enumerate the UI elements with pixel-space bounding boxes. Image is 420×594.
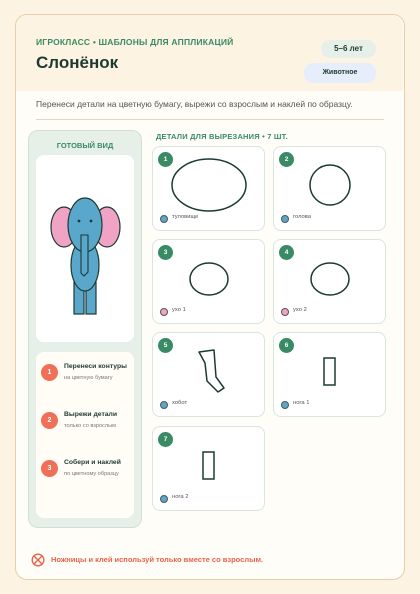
part-number: 2 xyxy=(279,152,294,167)
color-dot xyxy=(160,495,168,503)
preview-eye-left xyxy=(78,220,81,223)
step-2 xyxy=(41,406,133,436)
finished-view-panel xyxy=(28,130,142,528)
part-shape-leg-2 xyxy=(153,427,266,512)
steps-list xyxy=(36,352,134,518)
template-sheet xyxy=(15,14,405,580)
color-dot xyxy=(281,401,289,409)
part-number: 1 xyxy=(158,152,173,167)
step-1 xyxy=(41,358,133,388)
color-dot xyxy=(281,308,289,316)
part-label: нога 1 xyxy=(293,400,310,406)
elephant-illustration xyxy=(36,155,134,342)
step-number: 3 xyxy=(41,460,58,477)
part-label: ухо 2 xyxy=(293,307,307,313)
step-3 xyxy=(41,454,133,484)
part-number: 7 xyxy=(158,432,173,447)
no-sign-icon xyxy=(31,553,45,567)
step-number: 2 xyxy=(41,412,58,429)
part-label: хобот xyxy=(172,400,188,406)
step-number: 1 xyxy=(41,364,58,381)
part-card-6 xyxy=(273,332,386,417)
part-card-1 xyxy=(152,146,265,231)
preview-eye-right xyxy=(90,220,93,223)
part-card-2 xyxy=(273,146,386,231)
step-subtitle: на цветную бумагу xyxy=(64,375,113,381)
instruction-text: Перенеси детали на цветную бумагу, вырежи со взрослым и наклей по образцу. xyxy=(36,99,353,109)
divider xyxy=(36,119,384,120)
part-number: 6 xyxy=(279,338,294,353)
part-card-7 xyxy=(152,426,265,511)
color-dot xyxy=(281,215,289,223)
part-shape-ear-1 xyxy=(153,240,266,325)
part-shape-head xyxy=(274,147,387,232)
age-badge: 5–6 лет xyxy=(321,40,376,58)
finished-view-title: ГОТОВЫЙ ВИД xyxy=(56,141,114,150)
step-title: Вырежи детали xyxy=(64,411,118,418)
part-shape-leg-1 xyxy=(274,333,387,418)
part-card-5 xyxy=(152,332,265,417)
part-shape-ear-2 xyxy=(274,240,387,325)
step-title: Перенеси контуры xyxy=(64,363,127,370)
part-label: голова xyxy=(293,214,311,220)
color-dot xyxy=(160,401,168,409)
step-subtitle: по цветному образцу xyxy=(64,471,119,477)
part-number: 3 xyxy=(158,245,173,260)
part-label: ухо 1 xyxy=(172,307,186,313)
part-label: нога 2 xyxy=(172,494,189,500)
safety-warning: Ножницы и клей используй только вместе со взрослым. xyxy=(51,555,264,564)
parts-title: ДЕТАЛИ ДЛЯ ВЫРЕЗАНИЯ • 7 ШТ. xyxy=(156,132,288,141)
step-subtitle: только со взрослым xyxy=(64,423,116,429)
part-card-4 xyxy=(273,239,386,324)
brand-kicker: ИГРОКЛАСС • ШАБЛОНЫ ДЛЯ АППЛИКАЦИЙ xyxy=(36,37,234,47)
category-badge: Животное xyxy=(304,63,376,83)
part-label: туловище xyxy=(172,214,199,220)
elephant-preview xyxy=(36,155,134,342)
step-title: Собери и наклей xyxy=(64,459,121,466)
part-number: 4 xyxy=(279,245,294,260)
part-shape-trunk xyxy=(153,333,266,418)
part-shape-body xyxy=(153,147,266,232)
header xyxy=(16,15,403,91)
color-dot xyxy=(160,308,168,316)
color-dot xyxy=(160,215,168,223)
page-title: Слонёнок xyxy=(36,53,119,72)
part-card-3 xyxy=(152,239,265,324)
preview-trunk xyxy=(81,235,88,276)
part-number: 5 xyxy=(158,338,173,353)
